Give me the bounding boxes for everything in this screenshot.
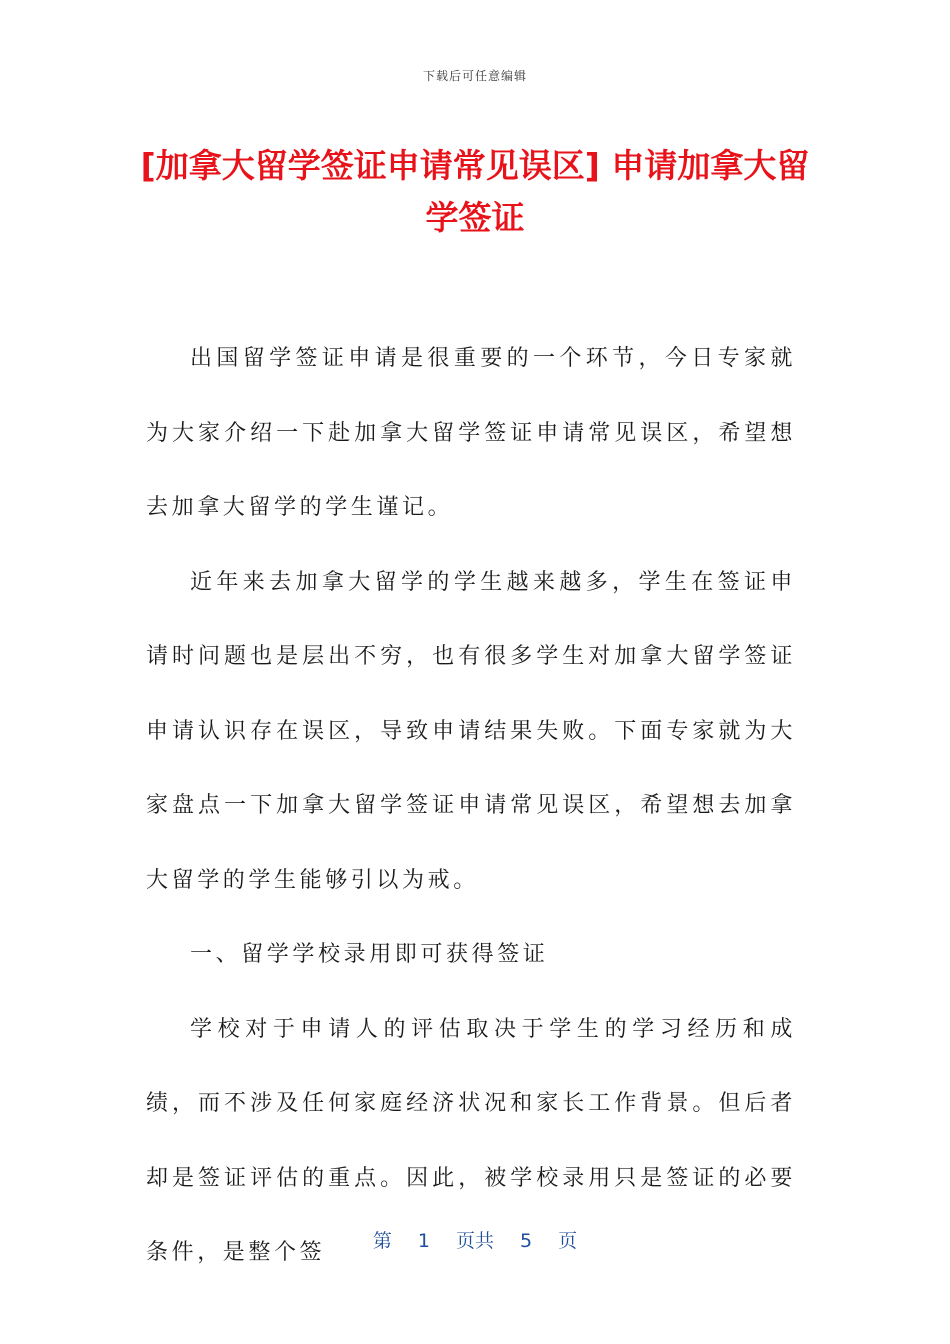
header-note: 下载后可任意编辑 <box>422 69 527 83</box>
page-total: 5 <box>520 1230 533 1252</box>
page-number-footer <box>0 1226 950 1253</box>
page-mid: 页共 <box>455 1230 494 1252</box>
paragraph-background: 近年来去加拿大留学的学生越来越多，学生在签证申请时问题也是层出不穷，也有很多学生对加拿大留学签证申请认识存在误区，导致申请结果失败。下面专家就为大家盘点一下加拿大留学签证申请常见误区，希望想去加拿大留学的学生能够引以为戒。 <box>146 569 796 893</box>
paragraph-intro: 出国留学签证申请是很重要的一个环节，今日专家就为大家介绍一下赴加拿大留学签证申请常见误区，希望想去加拿大留学的学生谨记。 <box>146 346 796 520</box>
page-prefix: 第 <box>372 1230 392 1252</box>
document-body <box>146 322 796 1291</box>
document-title: [加拿大留学签证申请常见误区] 申请加拿大留学签证 <box>140 146 810 237</box>
section-heading-1: 一、留学学校录用即可获得签证 <box>190 942 549 967</box>
page-suffix: 页 <box>558 1230 578 1252</box>
paragraph-section-1: 学校对于申请人的评估取决于学生的学习经历和成绩，而不涉及任何家庭经济状况和家长工作背景。但后者却是签证评估的重点。因此，被学校录用只是签证的必要条件，是整个签 <box>146 1016 796 1265</box>
page-current: 1 <box>417 1230 430 1252</box>
